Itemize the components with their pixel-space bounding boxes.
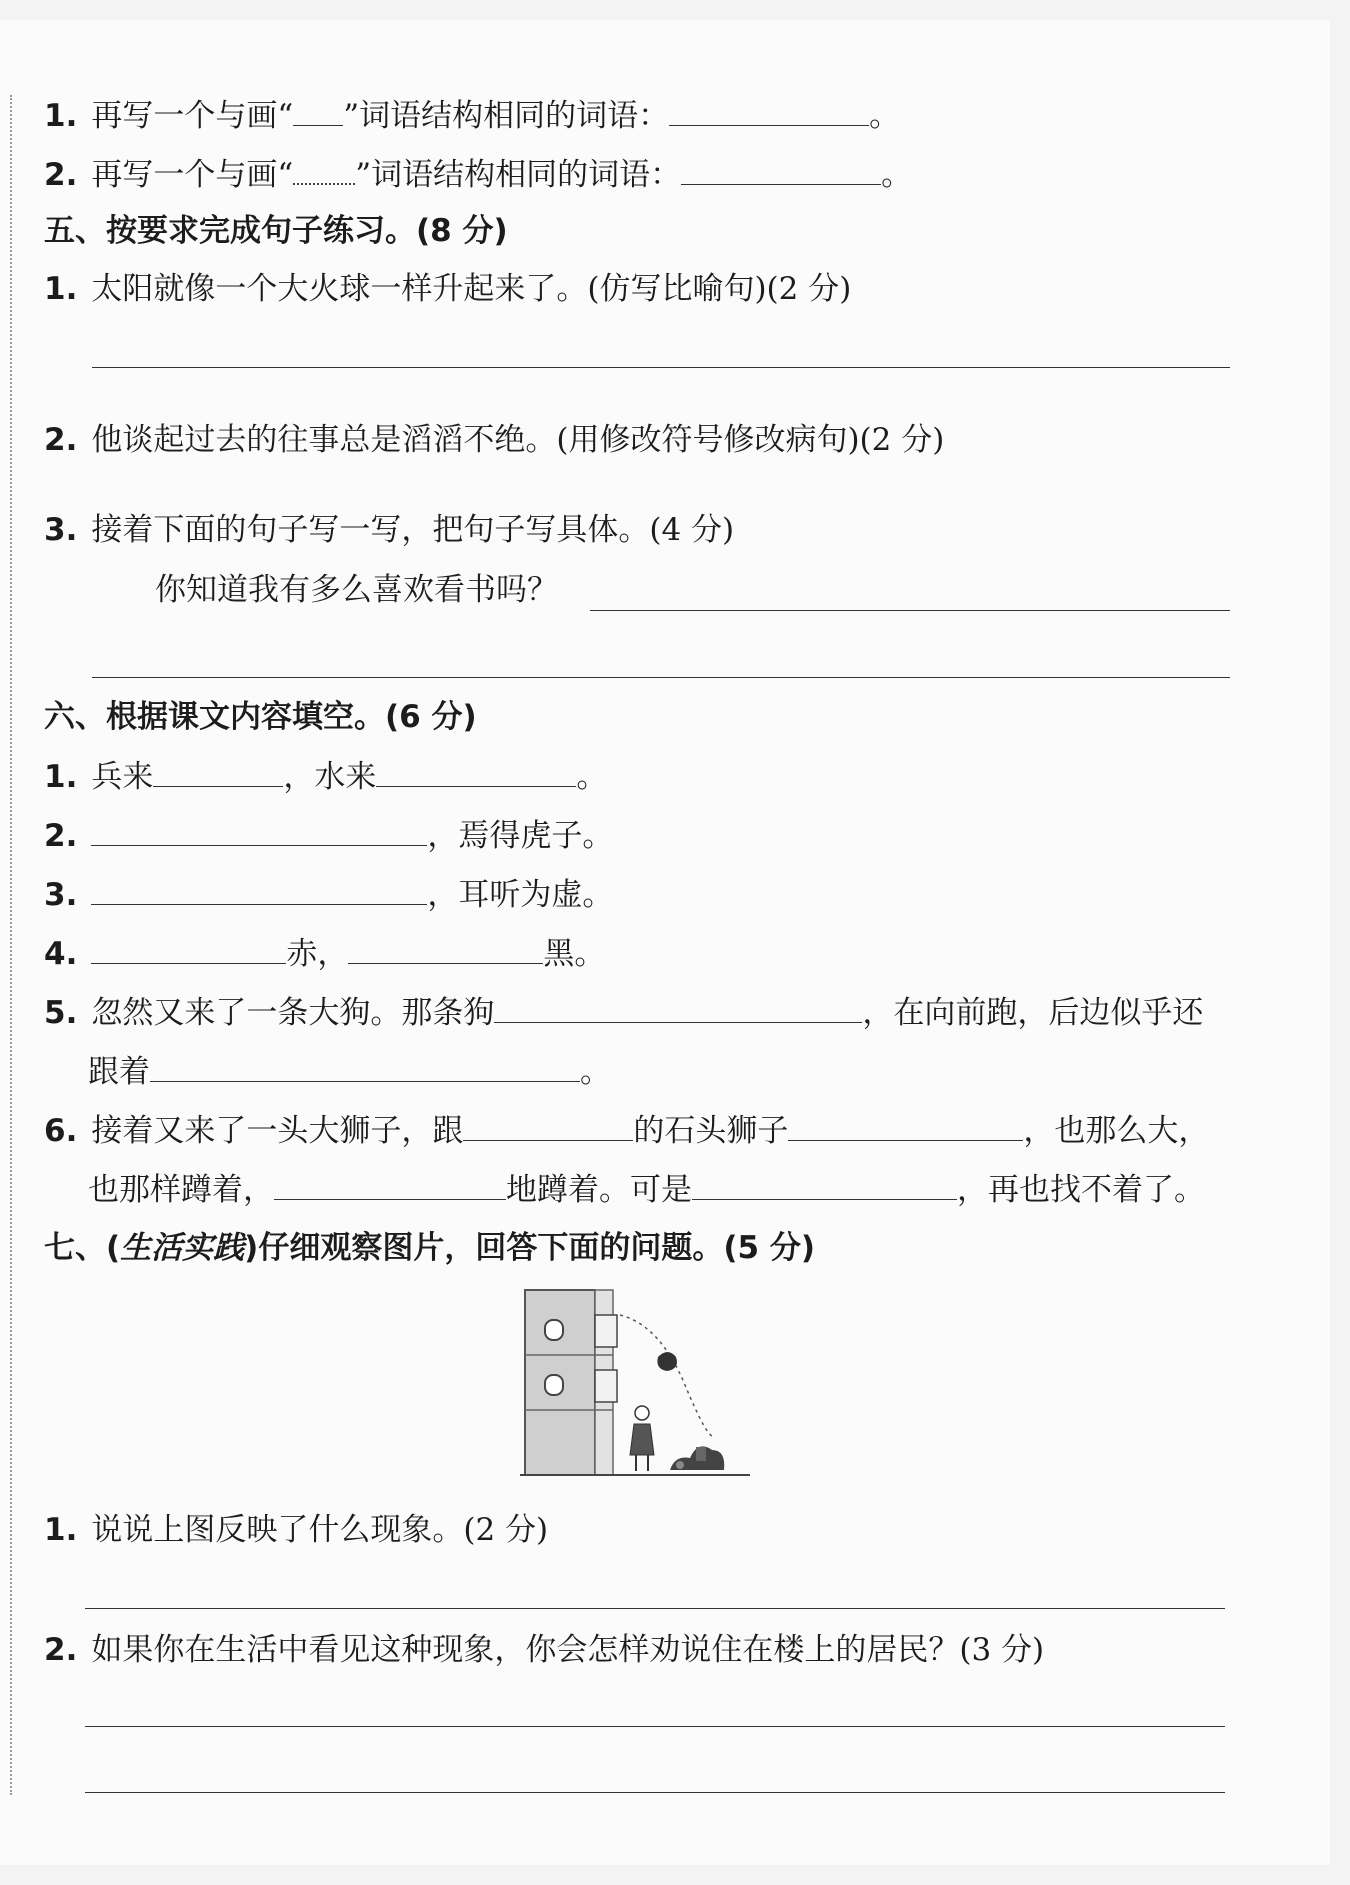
q-text: 。 (881, 157, 913, 193)
s6-q5-cont (88, 1051, 611, 1092)
heading-tag: 生活实践 (120, 1230, 245, 1266)
s7-q1 (44, 1510, 548, 1550)
q-text: 。 (576, 759, 608, 795)
answer-blank[interactable] (153, 756, 283, 787)
q-text: 说说上图反映了什么现象。(2 分) (91, 1512, 549, 1548)
answer-blank[interactable] (494, 992, 862, 1023)
s5-q1 (44, 269, 851, 309)
question-number: 3. (44, 877, 78, 913)
q-text: 再写一个与画“ (91, 157, 294, 193)
q-text: 如果你在生活中看见这种现象，你会怎样劝说住在楼上的居民？(3 分) (91, 1632, 1045, 1668)
answer-line[interactable] (92, 677, 1230, 678)
question-number: 6. (44, 1113, 78, 1149)
s5-q3 (44, 510, 734, 550)
answer-blank[interactable] (681, 154, 881, 185)
q-text: 再写一个与画“ (91, 98, 294, 134)
question-number: 2. (44, 157, 78, 193)
section-heading-5: 五、按要求完成句子练习。(8 分) (44, 213, 508, 249)
question-number: 1. (44, 271, 78, 307)
answer-line[interactable] (85, 1726, 1225, 1727)
answer-blank[interactable] (463, 1110, 633, 1141)
answer-blank[interactable] (692, 1169, 957, 1200)
question-number: 1. (44, 1512, 78, 1548)
margin-rule (10, 95, 12, 1795)
question-number: 2. (44, 1632, 78, 1668)
s6-q5 (44, 992, 1203, 1033)
answer-line[interactable] (85, 1792, 1225, 1793)
s5-q3-prompt: 你知道我有多么喜欢看书吗？ (155, 572, 558, 608)
q-text: 也那样蹲着， (88, 1172, 274, 1208)
s6-q3 (44, 874, 613, 915)
q-text: 。 (869, 98, 901, 134)
answer-blank[interactable] (91, 933, 286, 964)
underline-word-blank[interactable] (293, 95, 343, 126)
question-number: 4. (44, 936, 78, 972)
wavy-word-blank[interactable] (293, 153, 355, 185)
question-number: 3. (44, 512, 78, 548)
q-text: 黑。 (543, 936, 606, 972)
s5-q2 (44, 420, 944, 460)
q-text: 的石头狮子 (633, 1113, 789, 1149)
s6-q2 (44, 815, 613, 856)
answer-blank[interactable] (91, 874, 427, 905)
question-number: 1. (44, 759, 78, 795)
answer-blank[interactable] (150, 1051, 580, 1082)
s6-q6 (44, 1110, 1209, 1151)
q-text: ”词语结构相同的词语： (343, 98, 670, 134)
q-text: ，耳听为虚。 (427, 877, 614, 913)
answer-blank[interactable] (274, 1169, 506, 1200)
answer-blank[interactable] (669, 95, 869, 126)
q-text: 地蹲着。可是 (506, 1172, 692, 1208)
s4-q1 (44, 95, 900, 136)
q-text: ，水来 (283, 759, 377, 795)
window (545, 1320, 563, 1340)
q-text: 。 (580, 1054, 611, 1090)
s6-q6-cont (88, 1169, 1205, 1210)
q-text: ”词语结构相同的词语： (355, 157, 682, 193)
question-number: 1. (44, 98, 78, 134)
section-heading-7 (44, 1228, 815, 1268)
answer-line[interactable] (85, 1608, 1225, 1609)
s6-q1 (44, 756, 607, 797)
q-text: 赤， (286, 936, 349, 972)
question-number: 2. (44, 422, 78, 458)
answer-line[interactable] (92, 367, 1230, 368)
falling-bag (657, 1352, 677, 1371)
answer-line[interactable] (590, 610, 1230, 611)
answer-blank[interactable] (376, 756, 576, 787)
heading-part: 七、( (44, 1230, 121, 1266)
section-heading-6: 六、根据课文内容填空。(6 分) (44, 699, 477, 735)
heading-part: )仔细观察图片，回答下面的问题。(5 分) (244, 1230, 816, 1266)
answer-blank[interactable] (788, 1110, 1023, 1141)
q-text: 他谈起过去的往事总是滔滔不绝。(用修改符号修改病句)(2 分) (91, 422, 945, 458)
q-text: 接着又来了一头大狮子，跟 (91, 1113, 464, 1149)
question-number: 5. (44, 995, 78, 1031)
answer-blank[interactable] (348, 933, 543, 964)
q-text: 兵来 (91, 759, 154, 795)
s7-q2 (44, 1630, 1044, 1670)
s6-q4 (44, 933, 605, 974)
q-text: ，在向前跑，后边似乎还 (862, 995, 1204, 1031)
s4-q2 (44, 153, 912, 195)
q-text: ，焉得虎子。 (427, 818, 614, 854)
q-text: ，也那么大， (1023, 1113, 1210, 1149)
q-text: 太阳就像一个大火球一样升起来了。(仿写比喻句)(2 分) (91, 271, 852, 307)
q-text: ，再也找不着了。 (957, 1172, 1205, 1208)
q-text: 跟着 (88, 1054, 150, 1090)
question-number: 2. (44, 818, 78, 854)
person (635, 1406, 649, 1420)
litter-throwing-illustration (520, 1285, 750, 1485)
q-text: 忽然又来了一条大狗。那条狗 (91, 995, 495, 1031)
answer-blank[interactable] (91, 815, 427, 846)
q-text: 接着下面的句子写一写，把句子写具体。(4 分) (91, 512, 735, 548)
window (545, 1375, 563, 1395)
